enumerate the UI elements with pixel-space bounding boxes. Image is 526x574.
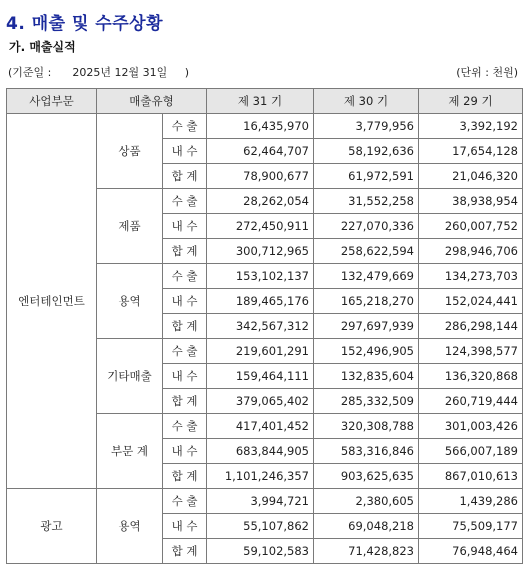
value-cell: 286,298,144 — [419, 314, 523, 339]
row-kind-cell: 합 계 — [163, 239, 207, 264]
value-cell: 76,948,464 — [419, 539, 523, 564]
row-kind-cell: 수 출 — [163, 339, 207, 364]
value-cell: 219,601,291 — [207, 339, 314, 364]
basis-label: (기준일 : — [8, 66, 52, 79]
value-cell: 379,065,402 — [207, 389, 314, 414]
value-cell: 260,719,444 — [419, 389, 523, 414]
value-cell: 342,567,312 — [207, 314, 314, 339]
value-cell: 272,450,911 — [207, 214, 314, 239]
value-cell: 132,479,669 — [314, 264, 419, 289]
value-cell: 78,900,677 — [207, 164, 314, 189]
value-cell: 59,102,583 — [207, 539, 314, 564]
row-kind-cell: 내 수 — [163, 139, 207, 164]
value-cell: 417,401,452 — [207, 414, 314, 439]
header-sales-type: 매출유형 — [97, 89, 207, 114]
section-title: 4. 매출 및 수주상황 — [6, 14, 163, 34]
value-cell: 297,697,939 — [314, 314, 419, 339]
sales-type-cell: 제품 — [97, 189, 163, 264]
table-body — [7, 114, 523, 564]
value-cell: 28,262,054 — [207, 189, 314, 214]
sales-type-cell: 상품 — [97, 114, 163, 189]
row-kind-cell: 수 출 — [163, 414, 207, 439]
sales-type-cell: 용역 — [97, 264, 163, 339]
value-cell: 300,712,965 — [207, 239, 314, 264]
value-cell: 285,332,509 — [314, 389, 419, 414]
row-kind-cell: 수 출 — [163, 264, 207, 289]
value-cell: 152,024,441 — [419, 289, 523, 314]
sales-type-cell: 기타매출 — [97, 339, 163, 414]
value-cell: 566,007,189 — [419, 439, 523, 464]
row-kind-cell: 합 계 — [163, 164, 207, 189]
value-cell: 21,046,320 — [419, 164, 523, 189]
value-cell: 2,380,605 — [314, 489, 419, 514]
value-cell: 189,465,176 — [207, 289, 314, 314]
value-cell: 1,439,286 — [419, 489, 523, 514]
table-row — [7, 489, 523, 514]
value-cell: 3,779,956 — [314, 114, 419, 139]
table-row — [7, 114, 523, 139]
sales-type-cell: 용역 — [97, 489, 163, 564]
value-cell: 159,464,111 — [207, 364, 314, 389]
value-cell: 165,218,270 — [314, 289, 419, 314]
row-kind-cell: 내 수 — [163, 289, 207, 314]
sub-title: 가. 매출실적 — [9, 40, 76, 54]
value-cell: 75,509,177 — [419, 514, 523, 539]
value-cell: 132,835,604 — [314, 364, 419, 389]
unit-label: (단위 : 천원) — [456, 66, 518, 79]
value-cell: 124,398,577 — [419, 339, 523, 364]
value-cell: 3,994,721 — [207, 489, 314, 514]
value-cell: 258,622,594 — [314, 239, 419, 264]
row-kind-cell: 내 수 — [163, 364, 207, 389]
header-period-29: 제 29 기 — [419, 89, 523, 114]
row-kind-cell: 합 계 — [163, 389, 207, 414]
value-cell: 17,654,128 — [419, 139, 523, 164]
value-cell: 1,101,246,357 — [207, 464, 314, 489]
value-cell: 301,003,426 — [419, 414, 523, 439]
row-kind-cell: 합 계 — [163, 314, 207, 339]
value-cell: 31,552,258 — [314, 189, 419, 214]
value-cell: 298,946,706 — [419, 239, 523, 264]
header-segment: 사업부문 — [7, 89, 97, 114]
value-cell: 61,972,591 — [314, 164, 419, 189]
header-period-30: 제 30 기 — [314, 89, 419, 114]
sales-table — [6, 88, 523, 564]
value-cell: 134,273,703 — [419, 264, 523, 289]
value-cell: 903,625,635 — [314, 464, 419, 489]
value-cell: 55,107,862 — [207, 514, 314, 539]
row-kind-cell: 합 계 — [163, 464, 207, 489]
value-cell: 227,070,336 — [314, 214, 419, 239]
value-cell: 69,048,218 — [314, 514, 419, 539]
value-cell: 16,435,970 — [207, 114, 314, 139]
value-cell: 71,428,823 — [314, 539, 419, 564]
table-header-row — [7, 89, 523, 114]
row-kind-cell: 수 출 — [163, 114, 207, 139]
row-kind-cell: 내 수 — [163, 514, 207, 539]
value-cell: 683,844,905 — [207, 439, 314, 464]
value-cell: 152,496,905 — [314, 339, 419, 364]
value-cell: 62,464,707 — [207, 139, 314, 164]
row-kind-cell: 합 계 — [163, 539, 207, 564]
value-cell: 153,102,137 — [207, 264, 314, 289]
value-cell: 320,308,788 — [314, 414, 419, 439]
row-kind-cell: 내 수 — [163, 439, 207, 464]
value-cell: 583,316,846 — [314, 439, 419, 464]
segment-cell: 광고 — [7, 489, 97, 564]
value-cell: 58,192,636 — [314, 139, 419, 164]
basis-date-value: 2025년 12월 31일 — [72, 66, 168, 79]
value-cell: 136,320,868 — [419, 364, 523, 389]
value-cell: 38,938,954 — [419, 189, 523, 214]
value-cell: 3,392,192 — [419, 114, 523, 139]
value-cell: 867,010,613 — [419, 464, 523, 489]
basis-close: ) — [184, 66, 189, 79]
row-kind-cell: 수 출 — [163, 489, 207, 514]
sales-type-cell: 부문 계 — [97, 414, 163, 489]
basis-date — [8, 64, 189, 80]
header-period-31: 제 31 기 — [207, 89, 314, 114]
segment-cell: 엔터테인먼트 — [7, 114, 97, 489]
value-cell: 260,007,752 — [419, 214, 523, 239]
row-kind-cell: 내 수 — [163, 214, 207, 239]
row-kind-cell: 수 출 — [163, 189, 207, 214]
